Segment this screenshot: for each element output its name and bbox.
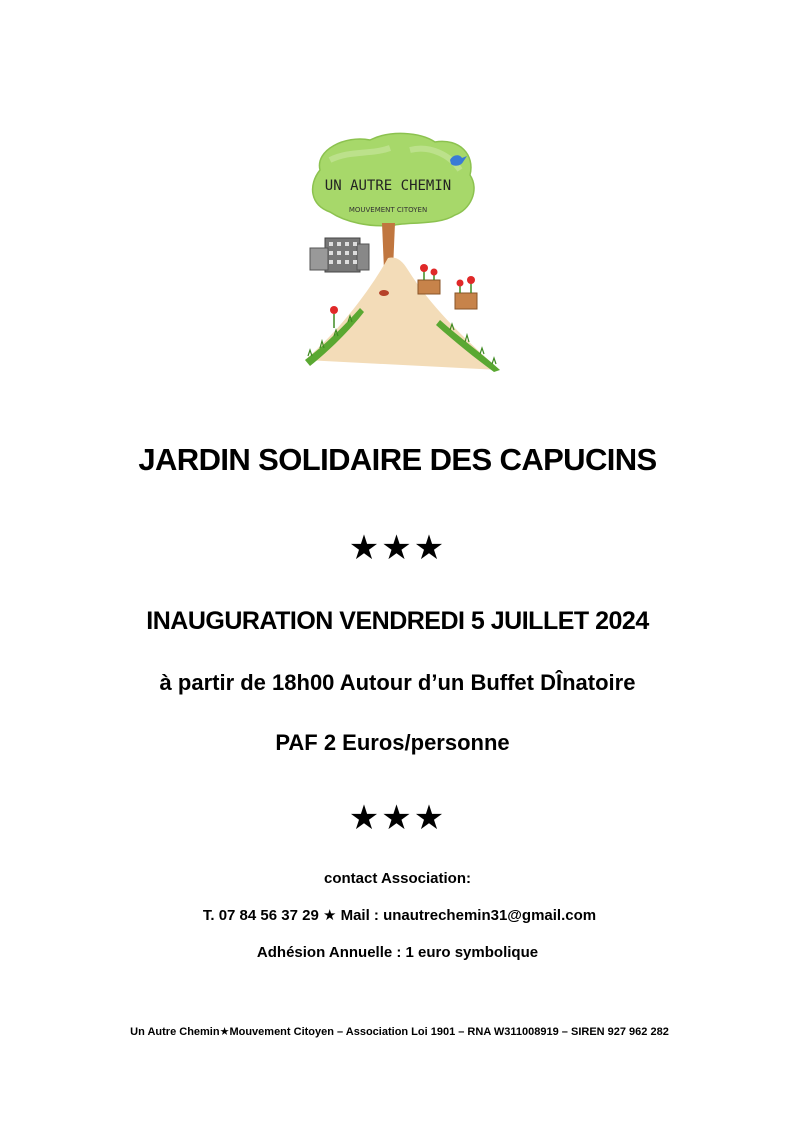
flower-planter-2-icon xyxy=(455,276,477,309)
building-illustration xyxy=(310,238,369,272)
stars-divider-bottom: ★★★ xyxy=(348,798,447,838)
contact-label: contact Association: xyxy=(324,870,471,887)
flower-planter-icon xyxy=(418,264,440,294)
stars-divider-top: ★★★ xyxy=(348,528,447,568)
membership-info: Adhésion Annuelle : 1 euro symbolique xyxy=(256,944,539,961)
association-logo xyxy=(300,130,505,375)
event-price: PAF 2 Euros/personne xyxy=(275,730,510,755)
footer-legal: Un Autre Chemin★Mouvement Citoyen – Association Loi 1901 – RNA W311008919 – SIREN 927 962 282 xyxy=(130,1026,669,1038)
flower-left-icon xyxy=(330,306,338,328)
contact-phone-email: T. 07 84 56 37 29 ★ Mail : unautrechemin31@gmail.com xyxy=(202,907,597,924)
logo-name: UN AUTRE CHEMIN xyxy=(324,178,452,194)
page-title: JARDIN SOLIDAIRE DES CAPUCINS xyxy=(138,442,657,477)
inauguration-date: INAUGURATION VENDREDI 5 JUILLET 2024 xyxy=(146,607,649,635)
logo-tagline: MOUVEMENT CITOYEN xyxy=(348,206,428,214)
event-details: à partir de 18h00 Autour d’un Buffet DÎnatoire xyxy=(159,670,636,695)
